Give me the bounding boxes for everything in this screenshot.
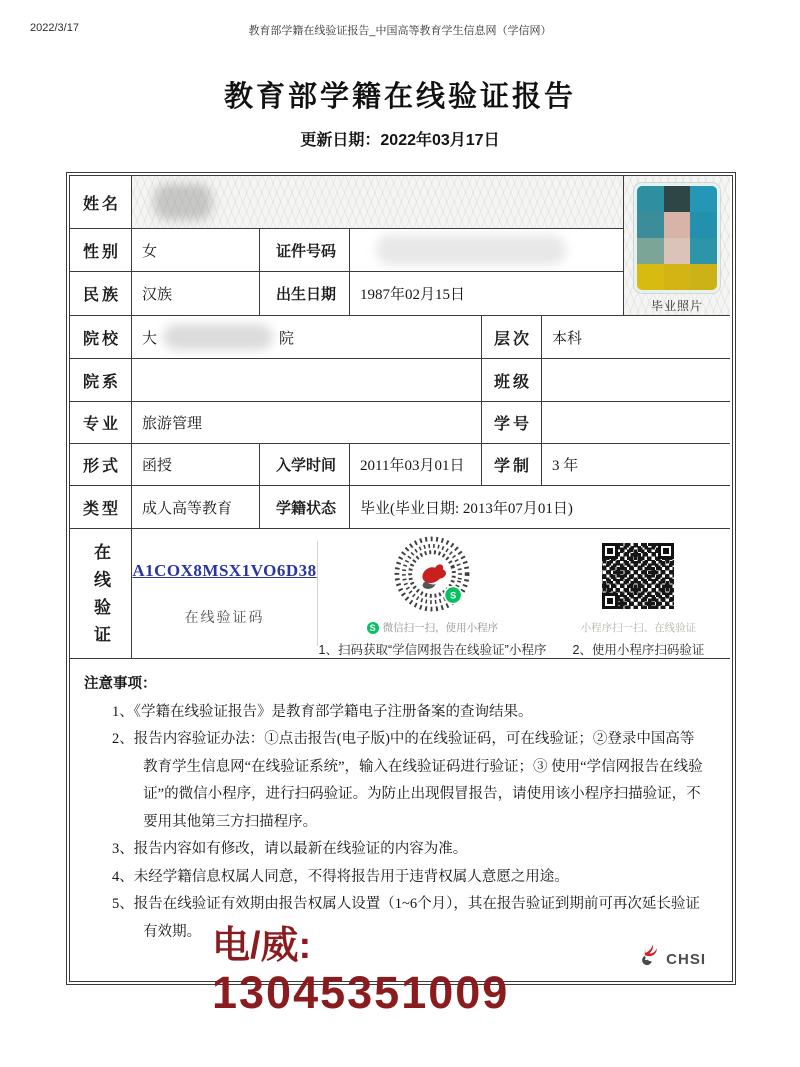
- duration-value: 3 年: [542, 444, 730, 486]
- miniprogram-code-section: [318, 529, 547, 658]
- school-label: 院校: [70, 316, 132, 359]
- update-date: 更新日期：2022年03月17日: [300, 132, 500, 149]
- online-verify-label: 在线验证: [70, 529, 132, 659]
- gender-label: 性别: [70, 229, 132, 272]
- report-table: [66, 172, 736, 985]
- name-value: [132, 176, 624, 229]
- level-label: 层次: [482, 316, 542, 359]
- online-verify-content: [132, 529, 730, 659]
- contact-label: 电/威:: [212, 925, 312, 967]
- school-prefix: 大: [142, 330, 158, 347]
- chsi-bird-icon: [633, 937, 663, 967]
- status-label: 学籍状态: [260, 486, 350, 529]
- department-value: [132, 359, 482, 402]
- qr-code-section: [547, 529, 730, 658]
- name-label: 姓名: [70, 176, 132, 229]
- id-redaction: [376, 235, 566, 265]
- wechat-scan-caption-row: [367, 620, 499, 635]
- major-label: 专业: [70, 402, 132, 444]
- photo-cell: [624, 176, 730, 316]
- name-redaction: [154, 184, 212, 220]
- verify-code-section: [132, 529, 317, 658]
- graduate-photo: [634, 183, 720, 293]
- student-id-value: [542, 402, 730, 444]
- print-page-title: 教育部学籍在线验证报告_中国高等教育学生信息网（学信网）: [248, 25, 552, 37]
- verification-code-link[interactable]: A1COX8MSX1VO6D38: [132, 560, 317, 580]
- chsi-logo-text: CHSI: [666, 951, 706, 968]
- type-label: 类型: [70, 486, 132, 529]
- note-item-3: 3、报告内容如有修改，请以最新在线验证的内容为准。: [112, 841, 468, 858]
- verification-code-caption: 在线验证码: [184, 608, 265, 625]
- birth-date-value: 1987年02月15日: [350, 272, 624, 316]
- wechat-miniprogram-icon: S: [367, 622, 379, 634]
- department-label: 院系: [70, 359, 132, 402]
- form-value: 函授: [132, 444, 260, 486]
- contact-number: 13045351009: [212, 966, 510, 1018]
- school-redaction: [163, 324, 273, 350]
- form-label: 形式: [70, 444, 132, 486]
- print-date: 2022/3/17: [30, 22, 79, 34]
- class-label: 班级: [482, 359, 542, 402]
- ethnicity-value: 汉族: [132, 272, 260, 316]
- contact-overlay: [212, 926, 509, 1017]
- type-value: 成人高等教育: [132, 486, 260, 529]
- level-value: 本科: [542, 316, 730, 359]
- note-item-5: 5、报告在线验证有效期由报告权属人设置（1~6个月），其在报告验证到期前可再次延长验证有效期。: [112, 896, 700, 940]
- status-value: 毕业(毕业日期: 2013年07月01日): [350, 486, 730, 529]
- id-number-value: [350, 229, 624, 272]
- step-1-text: 1、扫码获取“学信网报告在线验证”小程序: [318, 643, 547, 657]
- verification-qr-code-icon: [602, 543, 674, 609]
- enroll-date-value: 2011年03月01日: [350, 444, 482, 486]
- wechat-suncode-qr-icon: [386, 535, 478, 613]
- wechat-scan-caption: 微信扫一扫，使用小程序: [382, 622, 499, 634]
- id-number-label: 证件号码: [260, 229, 350, 272]
- major-value: 旅游管理: [132, 402, 482, 444]
- duration-label: 学制: [482, 444, 542, 486]
- step-2-text: 2、使用小程序扫码验证: [572, 643, 705, 657]
- school-value: [132, 316, 482, 359]
- chsi-logo: [633, 937, 706, 967]
- school-suffix: 院: [279, 330, 295, 347]
- enroll-date-label: 入学时间: [260, 444, 350, 486]
- photo-caption: 毕业照片: [650, 299, 703, 313]
- qr-scan-caption: 小程序扫一扫、在线验证: [580, 622, 697, 634]
- gender-value: 女: [132, 229, 260, 272]
- svg-text:S: S: [450, 590, 457, 601]
- note-item-4: 4、未经学籍信息权属人同意，不得将报告用于违背权属人意愿之用途。: [112, 868, 569, 885]
- student-id-label: 学号: [482, 402, 542, 444]
- ethnicity-label: 民族: [70, 272, 132, 316]
- birth-date-label: 出生日期: [260, 272, 350, 316]
- document-title: 教育部学籍在线验证报告: [223, 81, 576, 113]
- note-item-2: 2、报告内容验证办法：①点击报告(电子版)中的在线验证码，可在线验证；②登录中国高等教育学生信息网“在线验证系统”，输入在线验证码进行验证；③ 使用“学信网报告在线验证”的微信小程序，进行扫码验证。为防止出现假冒报告，请使用该小程序扫描验证，不要用其他第三方扫描程序。: [112, 731, 703, 830]
- note-item-1: 1、《学籍在线验证报告》是教育部学籍电子注册备案的查询结果。: [112, 703, 533, 720]
- print-header: [0, 22, 800, 40]
- class-value: [542, 359, 730, 402]
- notes-heading: 注意事项：: [84, 676, 157, 692]
